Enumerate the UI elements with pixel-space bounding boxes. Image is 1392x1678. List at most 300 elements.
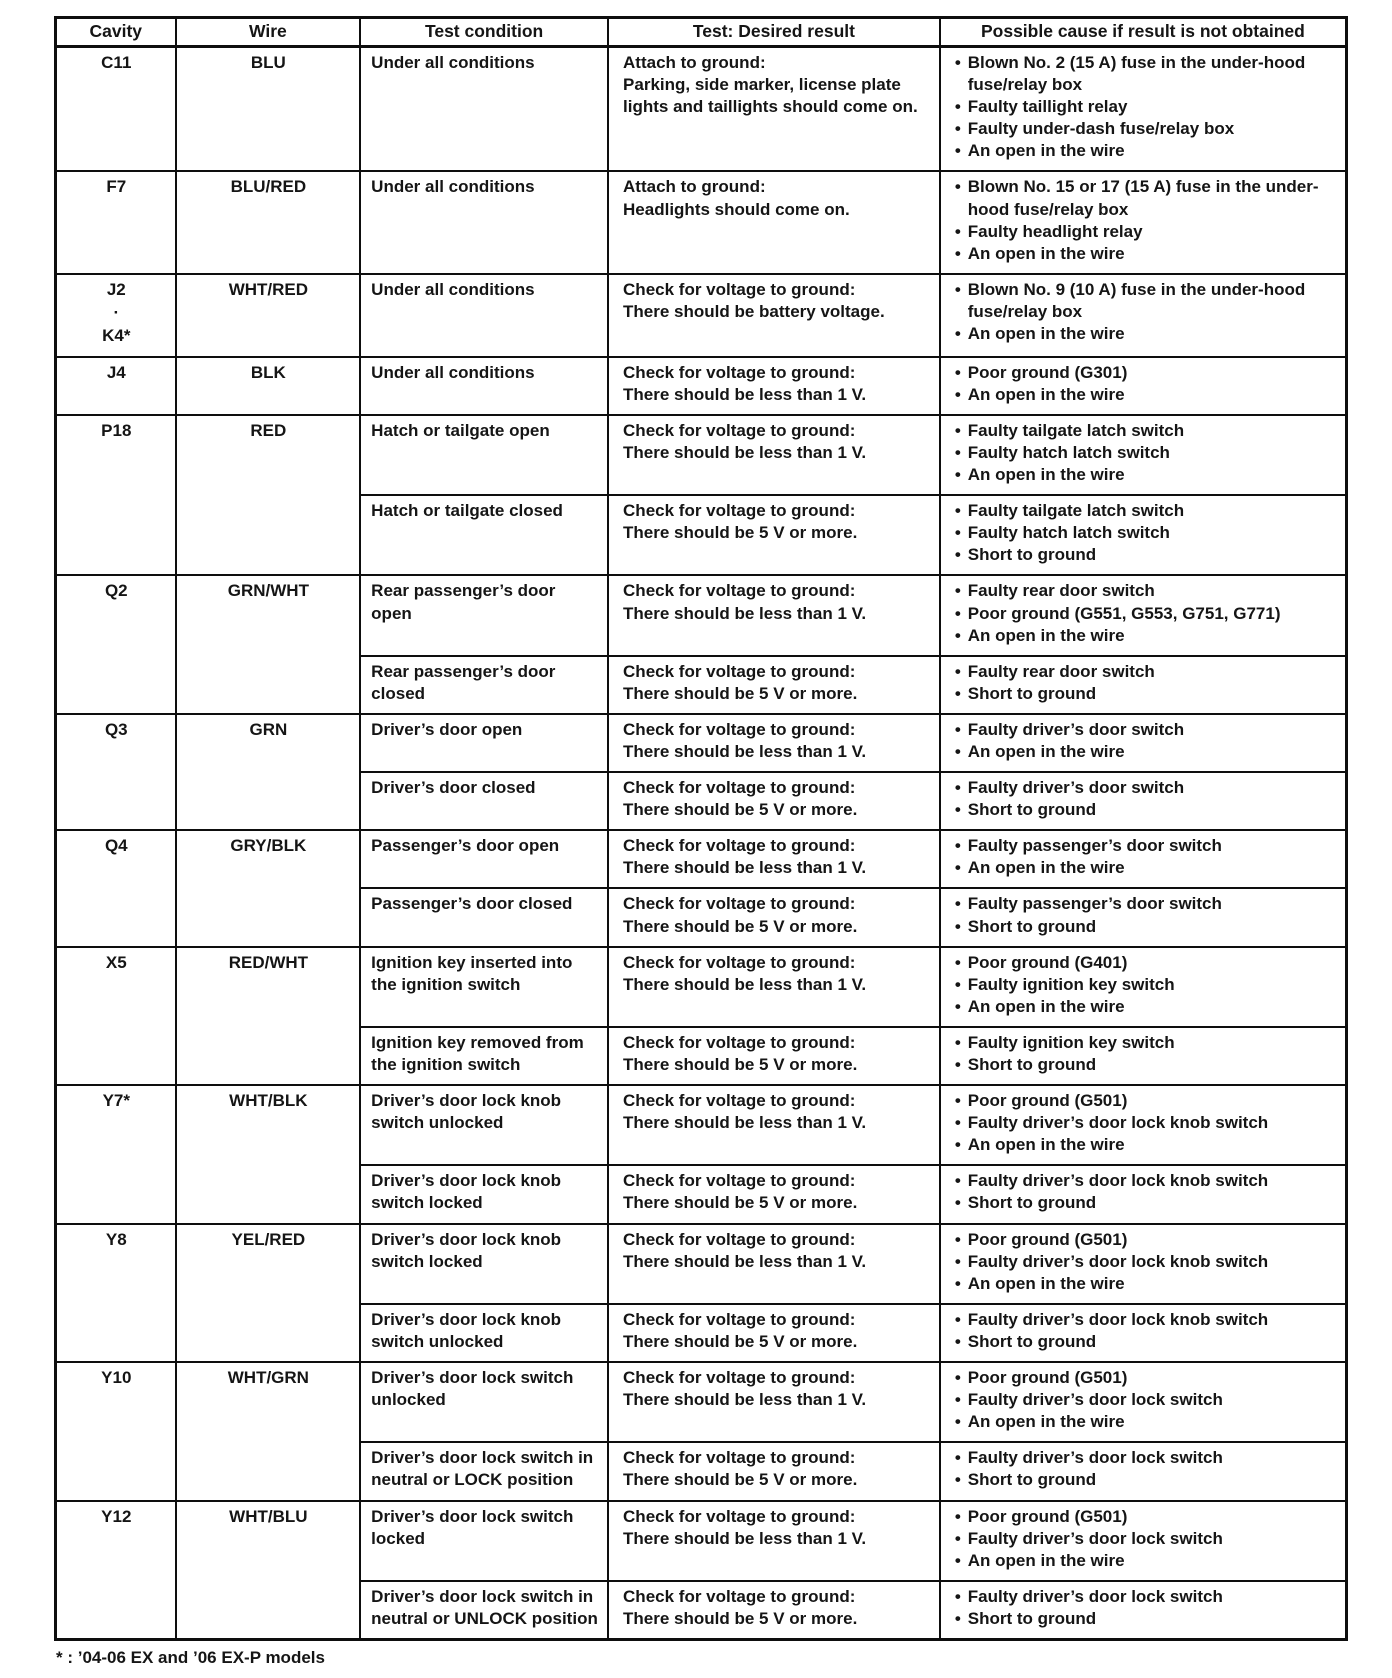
cause-item: [955, 522, 1339, 544]
desired-result-cell: [608, 830, 940, 888]
cause-item: [955, 799, 1339, 821]
possible-cause-cell: [940, 1165, 1347, 1223]
bullet-icon: •: [954, 501, 961, 521]
cause-text: Faulty ignition key switch: [967, 974, 1175, 994]
cause-text: Short to ground: [967, 1470, 1097, 1490]
cause-item: [955, 1192, 1339, 1214]
wire-label: WHT/BLU: [229, 1506, 308, 1526]
cause-text: An open in the wire: [967, 384, 1125, 404]
bullet-icon: •: [954, 603, 961, 623]
possible-cause-cell: [940, 656, 1347, 714]
cause-text: Faulty hatch latch switch: [967, 523, 1170, 543]
table-row: [56, 1362, 1347, 1442]
col-header-possible-cause: Possible cause if result is not obtained: [940, 18, 1347, 47]
bullet-icon: •: [954, 141, 961, 161]
result-line: There should be battery voltage.: [623, 301, 885, 321]
possible-cause-cell: [940, 1501, 1347, 1581]
bullet-icon: •: [954, 384, 961, 404]
cause-item: [955, 384, 1339, 406]
cause-text: Short to ground: [967, 1331, 1097, 1351]
cavity-cell: [56, 47, 176, 172]
bullet-icon: •: [954, 1586, 961, 1606]
cause-text: Short to ground: [967, 916, 1097, 936]
possible-cause-cell: [940, 1581, 1347, 1640]
test-condition-cell: Passenger’s door closed: [360, 888, 608, 946]
desired-result-cell: [608, 947, 940, 1027]
cause-item: [955, 1134, 1339, 1156]
bullet-icon: •: [954, 1331, 961, 1351]
cause-text: An open in the wire: [967, 141, 1125, 161]
cause-text: Faulty driver’s door switch: [967, 719, 1185, 739]
cause-item: [955, 835, 1339, 857]
cause-text: Faulty driver’s door switch: [967, 778, 1185, 798]
cavity-cell: [56, 947, 176, 1085]
bullet-icon: •: [954, 523, 961, 543]
desired-result-cell: [608, 575, 940, 655]
bullet-icon: •: [954, 800, 961, 820]
cause-item: [955, 362, 1339, 384]
cause-item: [955, 1112, 1339, 1134]
table-row: [56, 171, 1347, 273]
wire-label: BLU/RED: [230, 177, 307, 197]
bullet-icon: •: [954, 974, 961, 994]
wire-cell: [176, 830, 361, 946]
cause-item: [955, 1550, 1339, 1572]
result-line: There should be 5 V or more.: [623, 800, 858, 820]
col-header-wire: Wire: [176, 18, 361, 47]
wire-label: GRN: [249, 719, 288, 739]
result-line: There should be less than 1 V.: [623, 974, 867, 994]
possible-cause-cell: [940, 1224, 1347, 1304]
cause-text: Poor ground (G401): [967, 952, 1128, 972]
possible-cause-cell: [940, 415, 1347, 495]
cause-text: An open in the wire: [967, 996, 1125, 1016]
table-row: [56, 830, 1347, 888]
footnote: * : ’04-06 EX and ’06 EX-P models: [56, 1647, 325, 1667]
cause-item: [955, 603, 1339, 625]
wire-cell: [176, 1501, 361, 1640]
bullet-icon: •: [954, 894, 961, 914]
result-line: There should be less than 1 V.: [623, 1390, 867, 1410]
test-condition-cell: Under all conditions: [360, 357, 608, 415]
cause-text: Poor ground (G501): [967, 1091, 1128, 1111]
cavity-label: Y7*: [102, 1091, 130, 1111]
cause-text: Poor ground (G501): [967, 1229, 1128, 1249]
table-row: [56, 357, 1347, 415]
test-condition-cell: Driver’s door lock knob switch locked: [360, 1165, 608, 1223]
cause-item: [955, 243, 1339, 265]
bullet-icon: •: [954, 778, 961, 798]
bullet-icon: •: [954, 1171, 961, 1191]
bullet-icon: •: [954, 996, 961, 1016]
wire-cell: [176, 47, 361, 172]
cause-item: [955, 1054, 1339, 1076]
cause-item: [955, 625, 1339, 647]
desired-result-cell: [608, 274, 940, 357]
wire-cell: [176, 415, 361, 576]
cause-text: An open in the wire: [967, 243, 1125, 263]
possible-cause-cell: [940, 495, 1347, 575]
cause-text: An open in the wire: [967, 1135, 1125, 1155]
result-line: Check for voltage to ground:: [623, 1229, 856, 1249]
bullet-icon: •: [954, 1113, 961, 1133]
cause-item: [955, 221, 1339, 243]
bullet-icon: •: [954, 1448, 961, 1468]
bullet-icon: •: [954, 420, 961, 440]
cause-text: Poor ground (G501): [967, 1368, 1128, 1388]
cause-text: Faulty ignition key switch: [967, 1032, 1175, 1052]
cause-text: An open in the wire: [967, 858, 1125, 878]
cavity-label: J4: [106, 362, 126, 382]
result-line: Check for voltage to ground:: [623, 501, 856, 521]
cause-text: Faulty driver’s door lock switch: [967, 1448, 1223, 1468]
test-condition-cell: Under all conditions: [360, 171, 608, 273]
cavity-label: C11: [101, 53, 132, 72]
cause-item: [955, 1469, 1339, 1491]
bullet-icon: •: [954, 858, 961, 878]
cause-item: [955, 893, 1339, 915]
col-header-cavity: Cavity: [56, 18, 176, 47]
result-line: Check for voltage to ground:: [623, 952, 856, 972]
col-header-desired-result: Test: Desired result: [608, 18, 940, 47]
cause-text: Faulty passenger’s door switch: [967, 836, 1222, 856]
result-line: There should be less than 1 V.: [623, 603, 867, 623]
result-line: Check for voltage to ground:: [623, 581, 856, 601]
test-condition-cell: Passenger’s door open: [360, 830, 608, 888]
bullet-icon: •: [954, 221, 961, 241]
cause-item: [955, 1586, 1339, 1608]
cavity-label: Y12: [101, 1506, 132, 1526]
cause-text: An open in the wire: [967, 741, 1125, 761]
possible-cause-cell: [940, 357, 1347, 415]
cause-item: [955, 140, 1339, 162]
cavity-cell: [56, 171, 176, 273]
cavity-label: K4*: [102, 325, 131, 345]
connector-test-table: [54, 16, 1348, 1641]
cause-item: [955, 176, 1339, 220]
cause-item: [955, 279, 1339, 323]
possible-cause-cell: [940, 171, 1347, 273]
table-row: [56, 1085, 1347, 1165]
result-line: There should be 5 V or more.: [623, 523, 858, 543]
cause-text: Short to ground: [967, 1193, 1097, 1213]
wire-label: GRY/BLK: [230, 836, 307, 856]
cause-item: [955, 777, 1339, 799]
result-line: Check for voltage to ground:: [623, 778, 856, 798]
desired-result-cell: [608, 772, 940, 830]
cause-text: Faulty headlight relay: [967, 221, 1143, 241]
cause-text: Faulty driver’s door lock switch: [967, 1586, 1223, 1606]
test-condition-cell: Driver’s door closed: [360, 772, 608, 830]
bullet-icon: •: [954, 1193, 961, 1213]
possible-cause-cell: [940, 575, 1347, 655]
desired-result-cell: [608, 171, 940, 273]
cause-item: [955, 500, 1339, 522]
cavity-cell: [56, 357, 176, 415]
desired-result-cell: [608, 357, 940, 415]
wire-cell: [176, 947, 361, 1085]
cavity-label: F7: [106, 177, 127, 197]
result-line: Check for voltage to ground:: [623, 1171, 856, 1191]
test-condition-cell: Rear passenger’s door closed: [360, 656, 608, 714]
cavity-label: Q2: [104, 581, 128, 601]
cause-text: Poor ground (G501): [967, 1506, 1128, 1526]
cavity-label: Y10: [101, 1368, 132, 1388]
bullet-icon: •: [954, 1470, 961, 1490]
cause-text: Blown No. 2 (15 A) fuse in the under-hood fuse/relay box: [967, 53, 1306, 95]
cause-item: [955, 118, 1339, 140]
bullet-icon: •: [954, 1368, 961, 1388]
cause-text: Faulty tailgate latch switch: [967, 501, 1185, 521]
cavity-cell: [56, 1224, 176, 1362]
test-condition-cell: Driver’s door open: [360, 714, 608, 772]
possible-cause-cell: [940, 274, 1347, 357]
cause-item: [955, 1528, 1339, 1550]
cause-text: Short to ground: [967, 545, 1097, 565]
result-line: Check for voltage to ground:: [623, 836, 856, 856]
cavity-label: Q3: [104, 719, 128, 739]
test-condition-cell: Hatch or tailgate closed: [360, 495, 608, 575]
cause-text: Short to ground: [967, 1608, 1097, 1628]
result-line: There should be less than 1 V.: [623, 1528, 867, 1548]
result-line: Check for voltage to ground:: [623, 894, 856, 914]
test-condition-cell: Under all conditions: [360, 47, 608, 172]
test-condition-cell: Ignition key inserted into the ignition switch: [360, 947, 608, 1027]
cavity-cell: [56, 714, 176, 830]
bullet-icon: •: [954, 952, 961, 972]
cause-item: [955, 323, 1339, 345]
wire-label: RED/WHT: [228, 952, 309, 972]
bullet-icon: •: [954, 741, 961, 761]
test-condition-cell: Driver’s door lock switch unlocked: [360, 1362, 608, 1442]
test-condition-cell: Under all conditions: [360, 274, 608, 357]
bullet-icon: •: [954, 97, 961, 117]
wire-cell: [176, 1224, 361, 1362]
table-row: [56, 274, 1347, 357]
table-row: [56, 714, 1347, 772]
cause-text: Faulty driver’s door lock knob switch: [967, 1309, 1269, 1329]
cause-item: [955, 1608, 1339, 1630]
bullet-icon: •: [954, 243, 961, 263]
test-condition-cell: Driver’s door lock knob switch locked: [360, 1224, 608, 1304]
possible-cause-cell: [940, 714, 1347, 772]
result-line: There should be 5 V or more.: [623, 1470, 858, 1490]
result-line: There should be less than 1 V.: [623, 384, 867, 404]
wire-label: WHT/BLK: [229, 1091, 308, 1111]
bullet-icon: •: [954, 1032, 961, 1052]
bullet-icon: •: [954, 1229, 961, 1249]
cause-text: Faulty driver’s door lock knob switch: [967, 1171, 1269, 1191]
cause-item: [955, 1309, 1339, 1331]
cause-item: [955, 1251, 1339, 1273]
cause-text: Faulty driver’s door lock switch: [967, 1390, 1223, 1410]
cavity-label: J2: [106, 279, 126, 299]
cause-text: Short to ground: [967, 683, 1097, 703]
cause-text: Faulty rear door switch: [967, 581, 1155, 601]
cause-text: Faulty tailgate latch switch: [967, 420, 1185, 440]
test-condition-cell: Ignition key removed from the ignition switch: [360, 1027, 608, 1085]
test-condition-cell: Driver’s door lock switch locked: [360, 1501, 608, 1581]
desired-result-cell: [608, 1224, 940, 1304]
bullet-icon: •: [954, 1091, 961, 1111]
result-line: Check for voltage to ground:: [623, 420, 856, 440]
result-line: Check for voltage to ground:: [623, 1032, 856, 1052]
test-condition-cell: Driver’s door lock knob switch unlocked: [360, 1304, 608, 1362]
bullet-icon: •: [954, 1251, 961, 1271]
cause-item: [955, 952, 1339, 974]
wire-cell: [176, 714, 361, 830]
cause-text: Short to ground: [967, 1055, 1097, 1074]
cause-text: An open in the wire: [967, 625, 1125, 645]
cause-item: [955, 464, 1339, 486]
wire-label: RED: [250, 420, 287, 440]
cause-text: Short to ground: [967, 800, 1097, 820]
cause-item: [955, 996, 1339, 1018]
cause-item: [955, 974, 1339, 996]
desired-result-cell: [608, 1165, 940, 1223]
cause-text: An open in the wire: [967, 1412, 1125, 1432]
cause-text: Faulty under-dash fuse/relay box: [967, 119, 1235, 139]
result-line: There should be less than 1 V.: [623, 1251, 867, 1271]
result-line: Check for voltage to ground:: [623, 362, 856, 382]
cause-text: Faulty hatch latch switch: [967, 442, 1170, 462]
cause-item: [955, 1032, 1339, 1054]
desired-result-cell: [608, 415, 940, 495]
cavity-cell: [56, 274, 176, 357]
cause-item: [955, 1389, 1339, 1411]
result-line: There should be 5 V or more.: [623, 1331, 858, 1351]
bullet-icon: •: [954, 1506, 961, 1526]
result-line: Check for voltage to ground:: [623, 1586, 856, 1606]
result-line: Check for voltage to ground:: [623, 1448, 856, 1468]
bullet-icon: •: [954, 1273, 961, 1293]
cause-item: [955, 442, 1339, 464]
result-line: Attach to ground:: [623, 53, 766, 72]
cause-item: [955, 1090, 1339, 1112]
table-row: [56, 415, 1347, 495]
cause-item: [955, 420, 1339, 442]
desired-result-cell: [608, 656, 940, 714]
result-line: There should be 5 V or more.: [623, 916, 858, 936]
cause-item: [955, 741, 1339, 763]
wire-table-body: [56, 47, 1347, 1640]
cavity-label: P18: [101, 420, 132, 440]
cavity-cell: [56, 1362, 176, 1500]
table-row: [56, 1501, 1347, 1581]
cause-item: [955, 1273, 1339, 1295]
cause-text: Blown No. 9 (10 A) fuse in the under-hood fuse/relay box: [967, 279, 1306, 321]
cause-text: An open in the wire: [967, 1550, 1125, 1570]
cavity-label: X5: [105, 952, 127, 972]
result-line: Attach to ground:: [623, 177, 766, 197]
cause-item: [955, 1331, 1339, 1353]
result-line: Check for voltage to ground:: [623, 1309, 856, 1329]
bullet-icon: •: [954, 119, 961, 139]
wire-label: WHT/RED: [228, 279, 309, 299]
cause-text: Faulty rear door switch: [967, 661, 1155, 681]
test-condition-cell: Driver’s door lock switch in neutral or LOCK position: [360, 1442, 608, 1500]
cavity-label: Q4: [104, 836, 128, 856]
cause-item: [955, 1506, 1339, 1528]
cause-item: [955, 52, 1339, 96]
result-line: There should be less than 1 V.: [623, 858, 867, 878]
desired-result-cell: [608, 1501, 940, 1581]
bullet-icon: •: [954, 1055, 961, 1074]
cause-text: An open in the wire: [967, 1273, 1125, 1293]
cause-item: [955, 683, 1339, 705]
test-condition-cell: Driver’s door lock knob switch unlocked: [360, 1085, 608, 1165]
cause-item: [955, 96, 1339, 118]
result-line: There should be less than 1 V.: [623, 741, 867, 761]
desired-result-cell: [608, 495, 940, 575]
possible-cause-cell: [940, 830, 1347, 888]
desired-result-cell: [608, 1304, 940, 1362]
result-line: There should be 5 V or more.: [623, 1193, 858, 1213]
bullet-icon: •: [954, 1528, 961, 1548]
cavity-cell: [56, 575, 176, 713]
bullet-icon: •: [954, 1390, 961, 1410]
table-row: [56, 575, 1347, 655]
bullet-icon: •: [954, 1309, 961, 1329]
wire-label: BLK: [250, 362, 286, 382]
bullet-icon: •: [954, 683, 961, 703]
result-line: Headlights should come on.: [623, 199, 850, 219]
cavity-cell: [56, 415, 176, 576]
possible-cause-cell: [940, 947, 1347, 1027]
result-line: There should be 5 V or more.: [623, 1608, 858, 1628]
test-condition-cell: Hatch or tailgate open: [360, 415, 608, 495]
result-line: Parking, side marker, license plate lights and taillights should come on.: [623, 75, 918, 117]
cause-text: Poor ground (G551, G553, G751, G771): [967, 603, 1281, 623]
wire-label: GRN/WHT: [227, 581, 309, 601]
cavity-label: ·: [113, 302, 120, 322]
wire-cell: [176, 575, 361, 713]
wire-label: YEL/RED: [231, 1229, 306, 1249]
bullet-icon: •: [954, 719, 961, 739]
cavity-label: Y8: [105, 1229, 127, 1249]
bullet-icon: •: [954, 1550, 961, 1570]
cavity-cell: [56, 1501, 176, 1640]
table-row: [56, 1224, 1347, 1304]
cause-text: Faulty driver’s door lock knob switch: [967, 1251, 1269, 1271]
cause-text: Faulty taillight relay: [967, 97, 1128, 117]
result-line: Check for voltage to ground:: [623, 1506, 856, 1526]
wire-cell: [176, 1362, 361, 1500]
bullet-icon: •: [954, 545, 961, 565]
possible-cause-cell: [940, 1362, 1347, 1442]
cause-text: Faulty passenger’s door switch: [967, 894, 1222, 914]
desired-result-cell: [608, 1581, 940, 1640]
cause-item: [955, 1447, 1339, 1469]
desired-result-cell: [608, 1442, 940, 1500]
cause-item: [955, 580, 1339, 602]
desired-result-cell: [608, 888, 940, 946]
desired-result-cell: [608, 47, 940, 172]
bullet-icon: •: [954, 1412, 961, 1432]
wire-cell: [176, 171, 361, 273]
wire-cell: [176, 274, 361, 357]
bullet-icon: •: [954, 465, 961, 485]
table-row: [56, 947, 1347, 1027]
desired-result-cell: [608, 1085, 940, 1165]
bullet-icon: •: [954, 1135, 961, 1155]
cause-item: [955, 1367, 1339, 1389]
cavity-cell: [56, 830, 176, 946]
cause-item: [955, 1229, 1339, 1251]
wire-label: BLU: [250, 53, 286, 72]
desired-result-cell: [608, 1362, 940, 1442]
wire-cell: [176, 357, 361, 415]
